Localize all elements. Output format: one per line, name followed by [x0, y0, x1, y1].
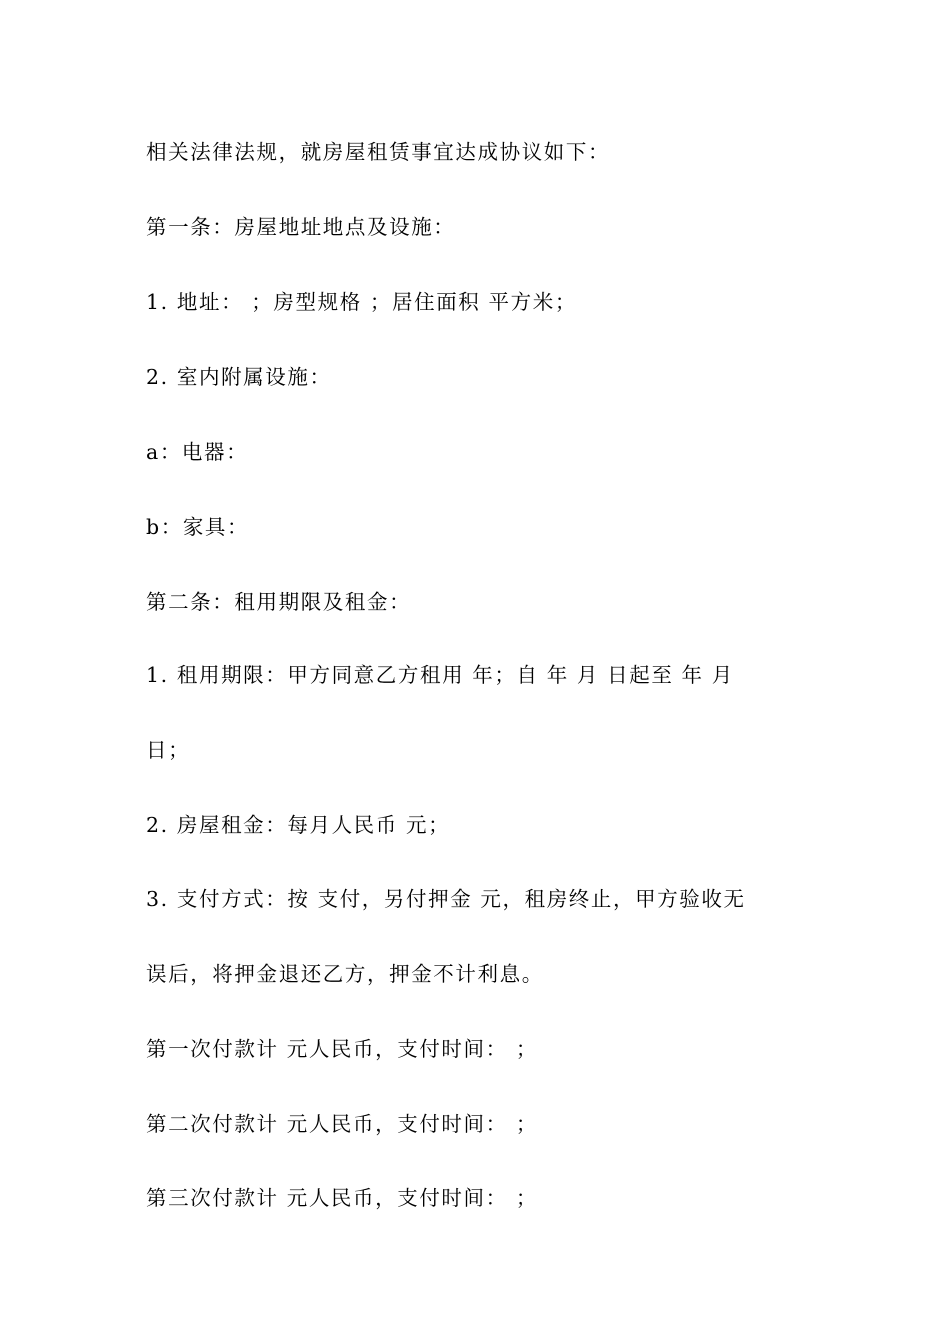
text-line: 日； [146, 738, 191, 762]
text-line: 误后，将押金退还乙方，押金不计利息。 [146, 962, 544, 986]
payment-line: 第二次付款计 元人民币，支付时间： ； [146, 1112, 538, 1136]
text-line: a：电器： [146, 440, 249, 464]
text-line: 2. 房屋租金：每月人民币 元； [146, 813, 451, 837]
text-line: 相关法律法规，就房屋租赁事宜达成协议如下： [146, 140, 611, 164]
article-heading: 第二条：租用期限及租金： [146, 590, 412, 614]
text-line: b：家具： [146, 515, 250, 539]
text-line: 1. 地址： ；房型规格 ；居住面积 平方米； [146, 290, 577, 314]
text-line: 1. 租用期限：甲方同意乙方租用 年；自 年 月 日起至 年 月 [146, 663, 734, 687]
text-line: 2. 室内附属设施： [146, 365, 332, 389]
text-line: 3. 支付方式：按 支付，另付押金 元，租房终止，甲方验收无 [146, 887, 746, 911]
payment-line: 第一次付款计 元人民币，支付时间： ； [146, 1037, 538, 1061]
article-heading: 第一条：房屋地址地点及设施： [146, 215, 456, 239]
payment-line: 第三次付款计 元人民币，支付时间： ； [146, 1186, 538, 1210]
